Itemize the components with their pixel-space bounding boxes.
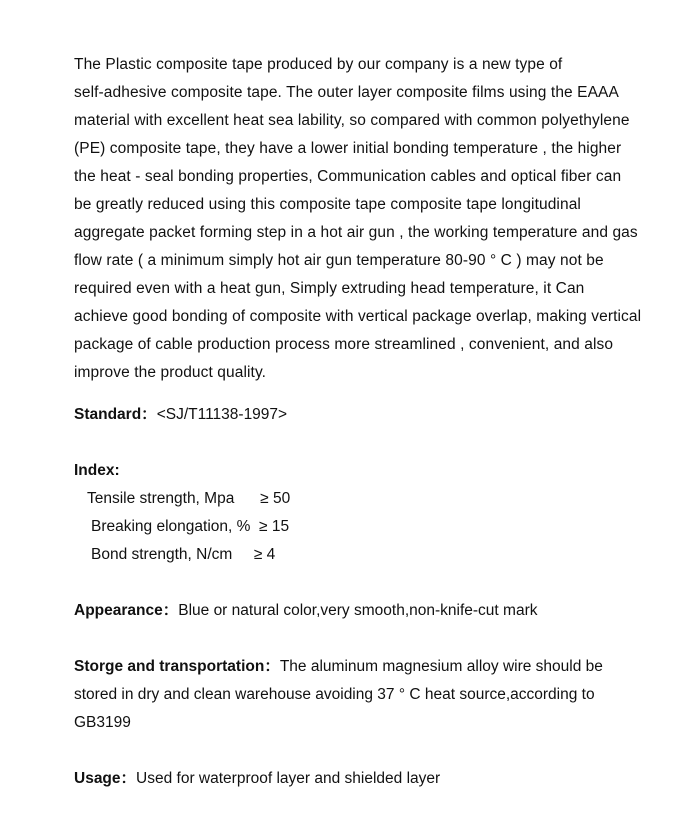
- intro-line: achieve good bonding of composite with vertical package overlap, making vertical: [74, 308, 642, 325]
- index-row-tensile-strength: Tensile strength, Mpa ≥ 50: [87, 490, 291, 507]
- standard-label: Standard：: [74, 406, 157, 423]
- intro-paragraph: [74, 51, 664, 387]
- storage-value-line: The aluminum magnesium alloy wire should be: [279, 658, 603, 675]
- intro-line: flow rate ( a minimum simply hot air gun temperature 80-90 ° C ) may not be: [74, 252, 604, 269]
- index-section: [74, 457, 664, 569]
- product-description: [74, 51, 664, 793]
- intro-line: aggregate packet forming step in a hot air gun , the working temperature and gas: [74, 224, 638, 241]
- intro-line: required even with a heat gun, Simply extruding head temperature, it Can: [74, 280, 585, 297]
- usage-value: Used for waterproof layer and shielded layer: [136, 770, 441, 787]
- intro-line: be greatly reduced using this composite tape composite tape longitudinal: [74, 196, 581, 213]
- standard-value: <SJ/T11138-1997>: [156, 406, 288, 423]
- appearance-value: Blue or natural color,very smooth,non-knife-cut mark: [178, 602, 538, 619]
- intro-line: material with excellent heat sea lability, so compared with common polyethylene: [74, 112, 630, 129]
- index-row-bond-strength: Bond strength, N/cm ≥ 4: [91, 546, 276, 563]
- intro-line: self-adhesive composite tape. The outer layer composite films using the EAAA: [74, 84, 619, 101]
- intro-line: (PE) composite tape, they have a lower initial bonding temperature , the higher: [74, 140, 622, 157]
- intro-line: improve the product quality.: [74, 364, 267, 381]
- intro-line: The Plastic composite tape produced by our company is a new type of: [74, 56, 563, 73]
- storage-section: [74, 653, 664, 737]
- usage-section: [74, 765, 664, 793]
- usage-label: Usage：: [74, 770, 137, 787]
- storage-value-line: GB3199: [74, 714, 131, 731]
- intro-line: package of cable production process more streamlined , convenient, and also: [74, 336, 614, 353]
- appearance-section: [74, 597, 664, 625]
- index-label: Index:: [74, 462, 120, 479]
- index-row-breaking-elongation: Breaking elongation, % ≥ 15: [91, 518, 290, 535]
- appearance-label: Appearance：: [74, 602, 179, 619]
- storage-value-line: stored in dry and clean warehouse avoiding 37 ° C heat source,according to: [74, 686, 595, 703]
- storage-label: Storge and transportation：: [74, 658, 280, 675]
- standard-section: [74, 401, 664, 429]
- intro-line: the heat - seal bonding properties, Communication cables and optical fiber can: [74, 168, 622, 185]
